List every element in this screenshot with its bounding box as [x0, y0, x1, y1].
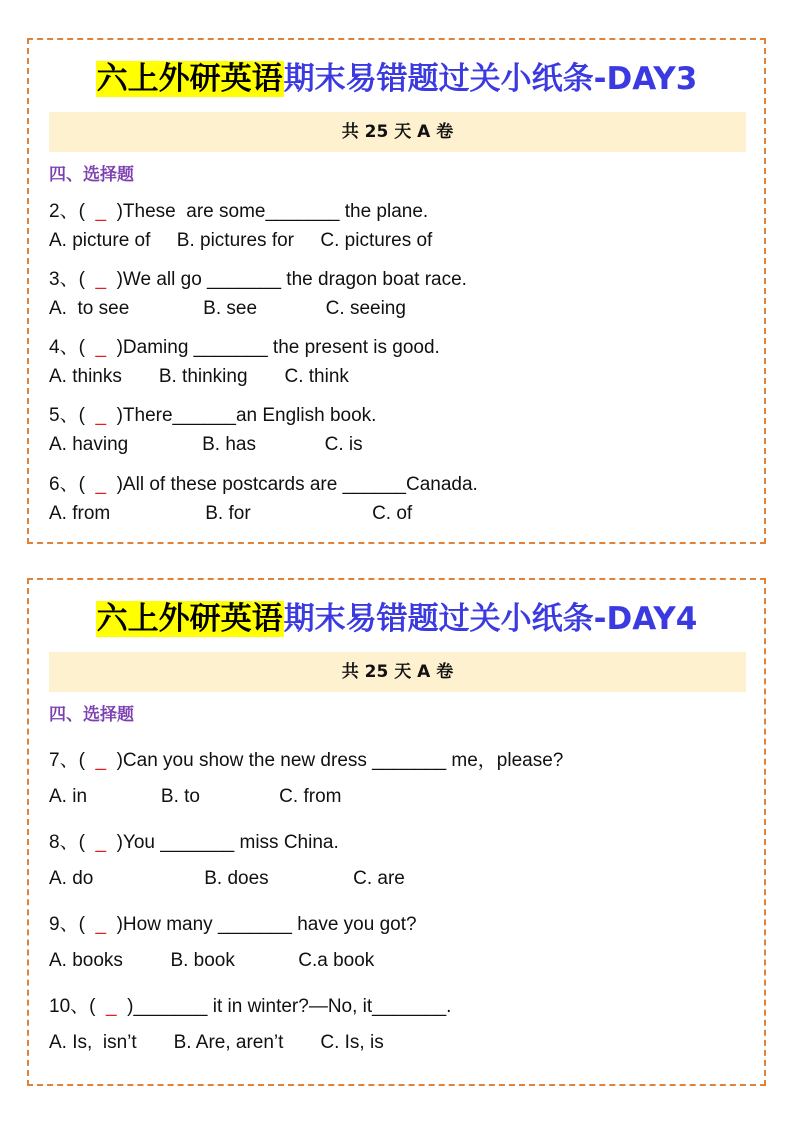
section-heading: 四、选择题 [49, 705, 134, 725]
options-4: A. thinks B. thinking C. think [49, 366, 349, 387]
answer-blank[interactable]: _ [84, 405, 117, 426]
answer-blank[interactable]: _ [84, 474, 117, 495]
question-2: 2、( _ )These are some_______ the plane. [49, 201, 429, 222]
question-8: 8、( _ )You _______ miss China. [49, 832, 339, 853]
answer-blank[interactable]: _ [84, 201, 117, 222]
options-6: A. from B. for C. of [49, 503, 413, 524]
options-2: A. picture of B. pictures for C. pictures of [49, 230, 433, 251]
options-5: A. having B. has C. is [49, 434, 363, 455]
question-9: 9、( _ )How many _______ have you got? [49, 914, 417, 935]
answer-blank[interactable]: _ [84, 750, 117, 771]
answer-blank[interactable]: _ [84, 337, 117, 358]
answer-blank[interactable]: _ [84, 832, 117, 853]
title-highlight: 六上外研英语 [96, 61, 283, 97]
options-8: A. do B. does C. are [49, 868, 405, 889]
subtitle-bar: 共 25 天 A 卷 [49, 652, 746, 692]
answer-blank[interactable]: _ [84, 914, 117, 935]
card-title [29, 50, 764, 108]
card-title [29, 590, 764, 648]
question-4: 4、( _ )Daming _______ the present is good. [49, 337, 440, 358]
options-7: A. in B. to C. from [49, 786, 342, 807]
question-3: 3、( _ )We all go _______ the dragon boat race. [49, 269, 467, 290]
subtitle-bar: 共 25 天 A 卷 [49, 112, 746, 152]
title-rest: 期末易错题过关小纸条-DAY4 [283, 601, 698, 637]
answer-blank[interactable]: _ [95, 996, 128, 1017]
section-heading: 四、选择题 [49, 165, 134, 185]
worksheet-card-day3 [27, 38, 766, 544]
answer-blank[interactable]: _ [84, 269, 117, 290]
title-highlight: 六上外研英语 [96, 601, 283, 637]
options-10: A. Is, isn’t B. Are, aren’t C. Is, is [49, 1032, 384, 1053]
worksheet-card-day4 [27, 578, 766, 1086]
question-7: 7、( _ )Can you show the new dress _______ me，please? [49, 750, 564, 771]
options-9: A. books B. book C.a book [49, 950, 375, 971]
question-6: 6、( _ )All of these postcards are ______Canada. [49, 474, 478, 495]
options-3: A. to see B. see C. seeing [49, 298, 406, 319]
title-rest: 期末易错题过关小纸条-DAY3 [283, 61, 698, 97]
question-5: 5、( _ )There______an English book. [49, 405, 377, 426]
question-10: 10、( _ )_______ it in winter?—No, it_______. [49, 996, 452, 1017]
